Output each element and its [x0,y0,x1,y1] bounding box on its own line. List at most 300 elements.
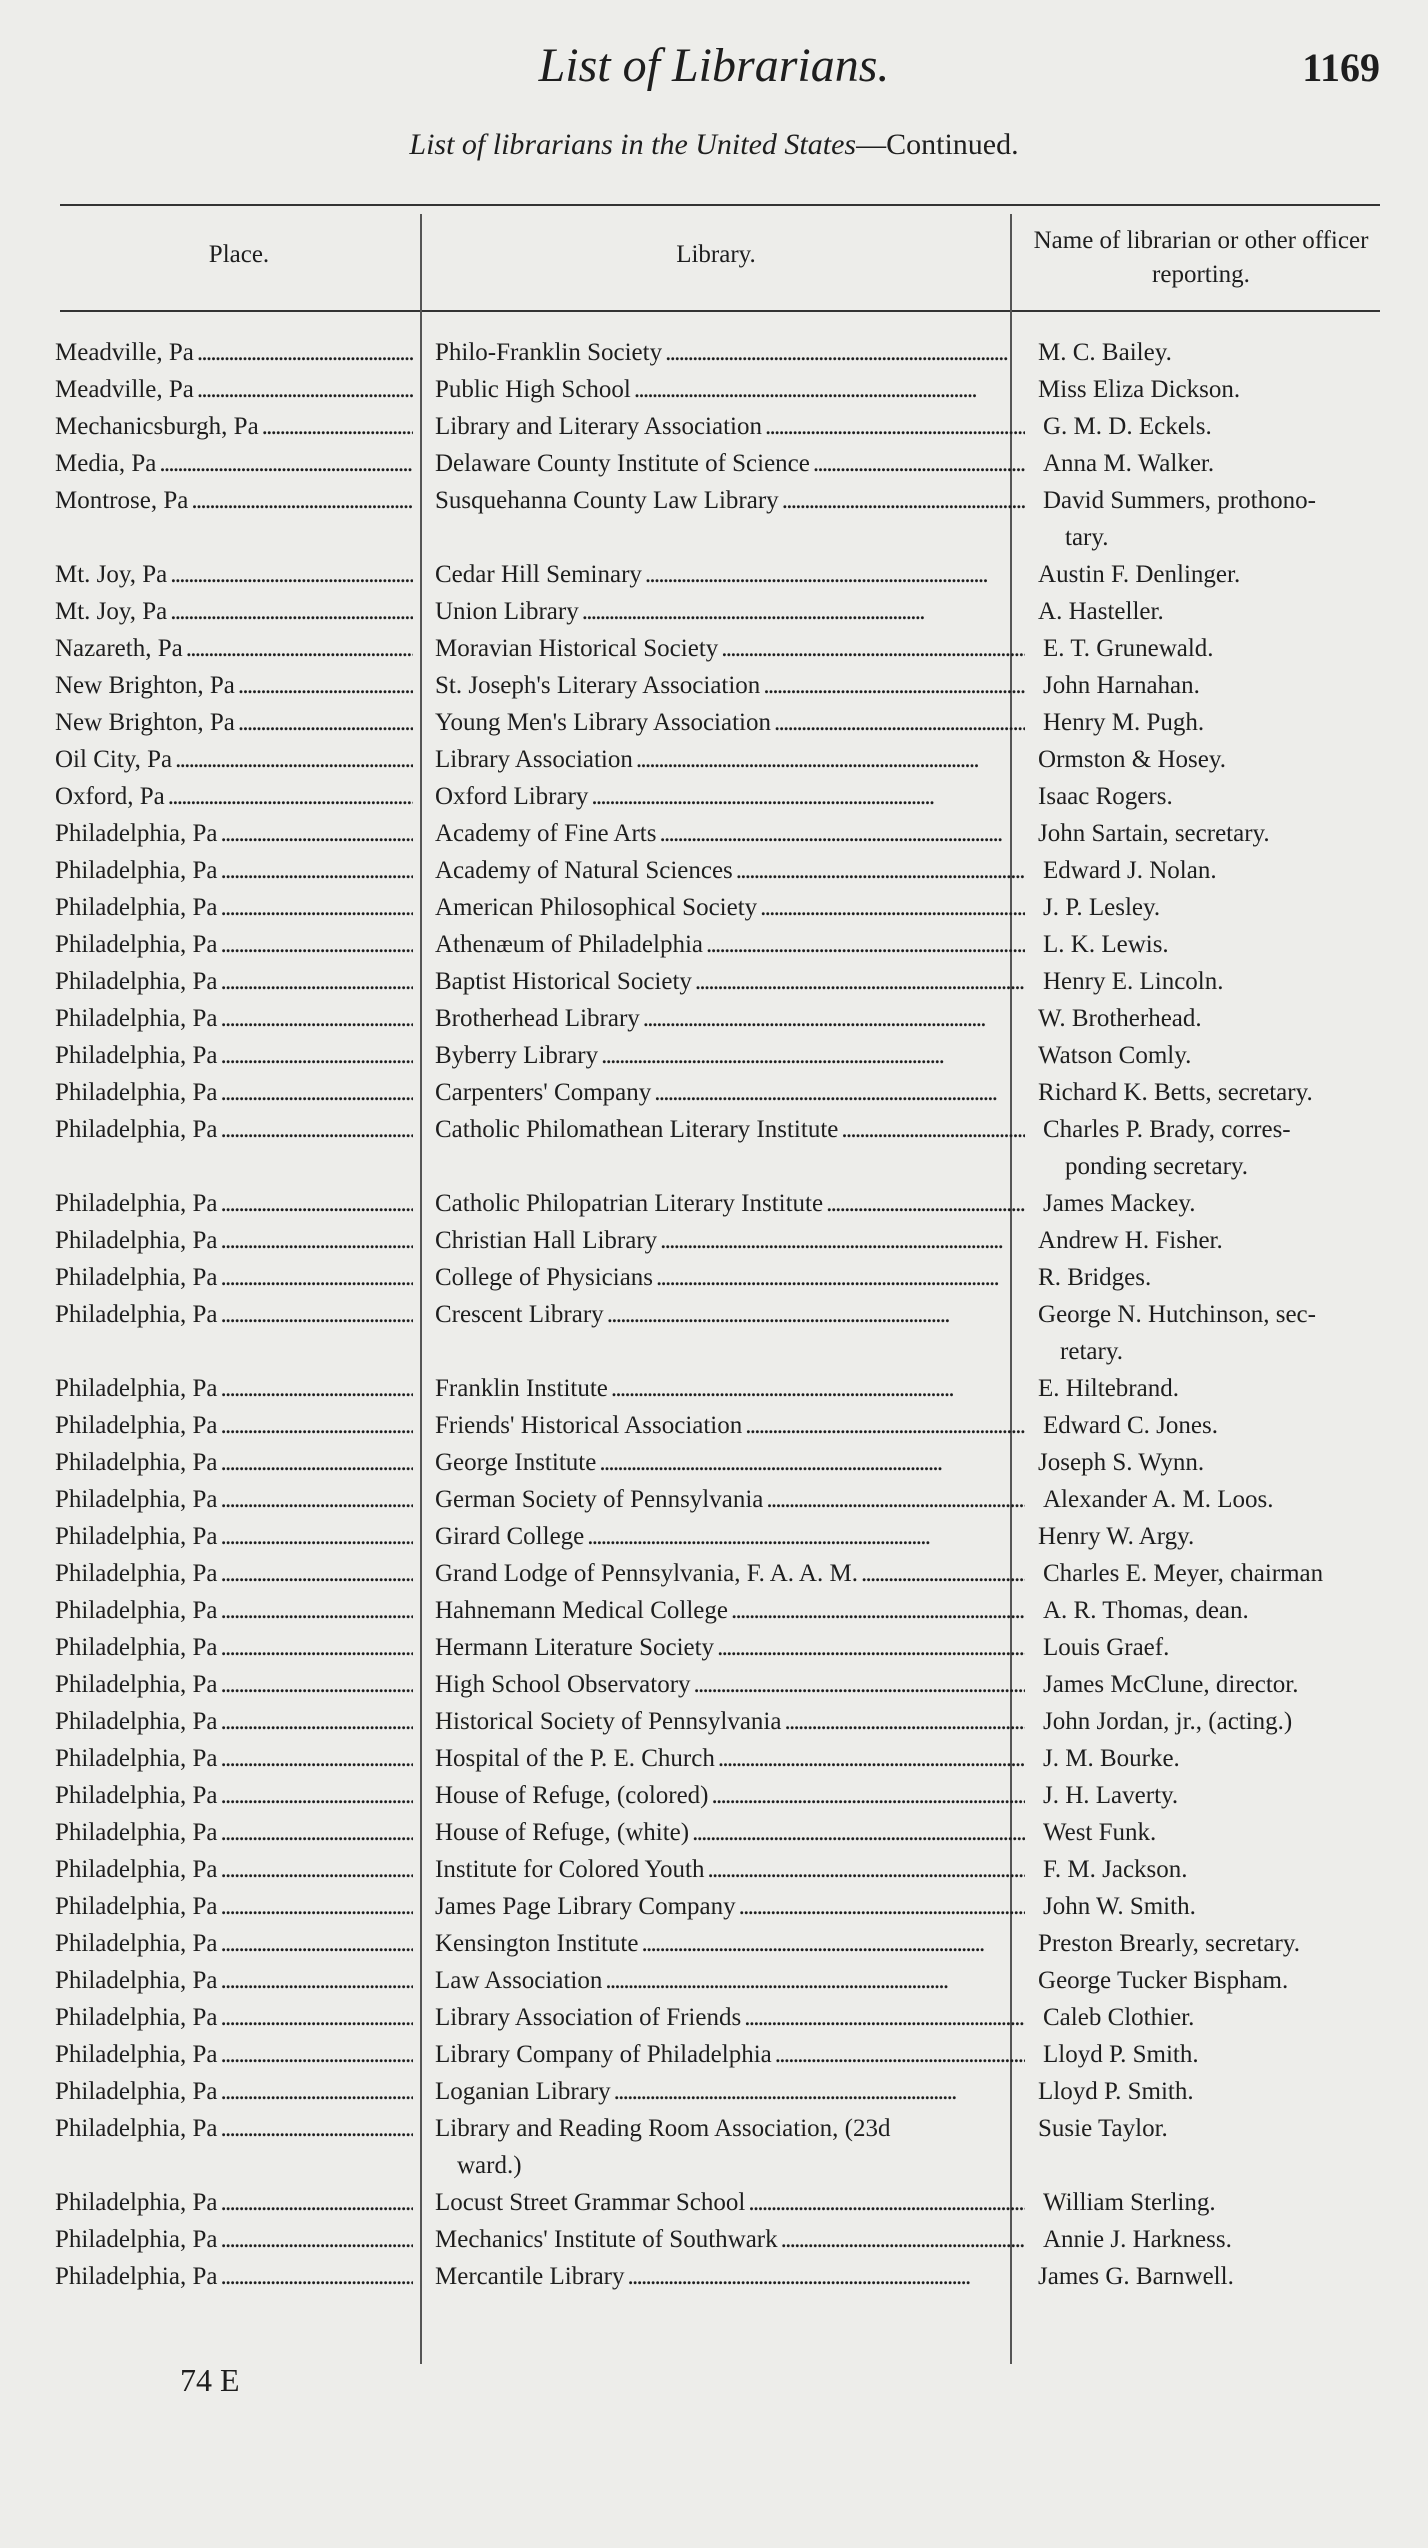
leader-dots [779,482,1025,556]
library-cell [435,1259,1020,1296]
library-cell [435,741,1020,778]
leader-dots [760,667,1025,704]
place-cell [55,741,413,778]
librarian-text: Andrew H. Fisher. [1038,1227,1223,1254]
librarian-cell [1038,334,1395,371]
table-row [55,852,1395,889]
leader-dots [631,371,1020,408]
library-text: Law Association [435,1967,603,1994]
library-cell [435,1296,1020,1370]
librarian-text: George Tucker Bispham. [1038,1967,1289,1994]
leader-dots [217,1925,413,1962]
library-text: Locust Street Grammar School [435,2189,746,2216]
table-row [55,1259,1395,1296]
table-row [55,1407,1395,1444]
table-row [55,1481,1395,1518]
library-cell [435,778,1020,815]
librarian-cell [1043,1740,1395,1777]
library-cell [435,2184,1025,2221]
library-text: Susquehanna County Law Library [435,487,779,514]
leader-dots [217,1962,413,1999]
librarian-cell [1043,1777,1395,1814]
library-text: Grand Lodge of Pennsylvania, F. A. A. M. [435,1560,858,1587]
library-text: House of Refuge, (colored) [435,1782,709,1809]
librarian-text: John W. Smith. [1043,1893,1196,1920]
table-row [55,1555,1395,1592]
librarian-text: John Jordan, jr., (acting.) [1043,1708,1293,1735]
place-cell [55,1259,413,1296]
leader-dots [689,1814,1025,1851]
leader-dots [217,1592,413,1629]
librarian-text: Caleb Clothier. [1043,2004,1195,2031]
librarian-cell [1038,1444,1395,1481]
library-cell [435,2036,1025,2073]
table-row [55,593,1395,630]
place-cell [55,1518,413,1555]
leader-dots [217,1888,413,1925]
librarian-cell [1043,1111,1395,1185]
place-text: Philadelphia, Pa [55,1560,218,1587]
librarian-cell [1043,1481,1395,1518]
table-subtitle [0,128,1428,162]
librarian-text: Isaac Rogers. [1038,783,1173,810]
leader-dots [596,1444,1020,1481]
page-number: 1169 [1302,45,1380,90]
leader-dots [588,778,1020,815]
librarian-text: Watson Comly. [1038,1042,1192,1069]
column-header-library: Library. [676,241,756,268]
library-text: Baptist Historical Society [435,968,692,995]
place-text: Philadelphia, Pa [55,2078,218,2105]
place-text: Philadelphia, Pa [55,1597,218,1624]
leader-dots [638,1925,1020,1962]
librarian-cell [1038,556,1395,593]
table-row [55,704,1395,741]
leader-dots [757,889,1025,926]
library-cell [435,1814,1025,1851]
leader-dots [608,1370,1020,1407]
leader-dots [642,556,1020,593]
leader-dots [584,1518,1020,1555]
place-text: Philadelphia, Pa [55,2041,218,2068]
leader-dots [598,1037,1020,1074]
librarian-text: R. Bridges. [1038,1264,1152,1291]
library-text: Library Association [435,746,633,773]
library-cell [435,1888,1025,1925]
place-cell [55,1000,413,1037]
librarian-cell [1038,1962,1395,1999]
librarian-text: West Funk. [1043,1819,1157,1846]
librarian-text: J. M. Bourke. [1043,1745,1180,1772]
library-cell [435,1518,1020,1555]
place-cell [55,1296,413,1370]
library-text: Loganian Library [435,2078,611,2105]
leader-dots [235,667,413,704]
librarian-cell [1043,482,1395,556]
leader-dots [194,371,413,408]
place-text: Media, Pa [55,450,157,477]
leader-dots [858,1555,1025,1592]
leader-dots [165,778,413,815]
leader-dots [741,1999,1025,2036]
library-cell [435,1555,1025,1592]
table-row [55,1074,1395,1111]
place-cell [55,1814,413,1851]
place-text: Philadelphia, Pa [55,1819,218,1846]
table-row [55,2073,1395,2110]
table-row [55,1518,1395,1555]
place-cell [55,1185,413,1222]
leader-dots [217,1222,413,1259]
place-text: Philadelphia, Pa [55,1042,218,1069]
librarian-text: Miss Eliza Dickson. [1038,376,1241,403]
leader-dots [704,1851,1025,1888]
place-cell [55,926,413,963]
place-cell [55,334,413,371]
leader-dots [172,741,413,778]
librarian-cell [1043,1185,1395,1222]
table-row [55,1222,1395,1259]
leader-dots [183,630,413,667]
table-row [55,1851,1395,1888]
library-cell [435,1629,1025,1666]
library-cell [435,1851,1025,1888]
librarian-cell [1043,1407,1395,1444]
library-cell [435,334,1020,371]
librarian-text: Annie J. Harkness. [1043,2226,1232,2253]
leader-dots [763,1481,1025,1518]
leader-dots [217,1370,413,1407]
place-text: Philadelphia, Pa [55,1375,218,1402]
leader-dots [838,1111,1025,1185]
place-text: Philadelphia, Pa [55,1486,218,1513]
leader-dots [640,1000,1020,1037]
library-text: Hospital of the P. E. Church [435,1745,715,1772]
leader-dots [703,926,1025,963]
place-cell [55,593,413,630]
leader-dots [217,1481,413,1518]
leader-dots [217,2036,413,2073]
place-text: Philadelphia, Pa [55,1301,218,1328]
library-text: St. Joseph's Literary Association [435,672,761,699]
running-title: List of Librarians. [538,39,890,92]
place-text: Montrose, Pa [55,487,189,514]
library-text: German Society of Pennsylvania [435,1486,764,1513]
librarian-text: Anna M. Walker. [1043,450,1215,477]
library-text: Oxford Library [435,783,589,810]
place-cell [55,2110,413,2184]
library-cell [435,1777,1025,1814]
librarian-cell [1038,1000,1395,1037]
library-text: Girard College [435,1523,585,1550]
place-text: Philadelphia, Pa [55,1745,218,1772]
place-cell [55,408,413,445]
leader-dots [604,1296,1020,1370]
library-text: Hermann Literature Society [435,1634,715,1661]
leader-dots [217,1851,413,1888]
librarian-cell [1043,1592,1395,1629]
librarian-cell [1038,1925,1395,1962]
library-text: Young Men's Library Association [435,709,771,736]
table-row [55,2221,1395,2258]
library-text: Library and Literary Association [435,413,762,440]
library-text: Brotherhead Library [435,1005,640,1032]
librarian-text: E. Hiltebrand. [1038,1375,1179,1402]
leader-dots [156,445,413,482]
library-cell [435,2221,1025,2258]
library-text: Library Company of Philadelphia [435,2041,772,2068]
librarian-text: Charles P. Brady, corres- [1043,1116,1291,1143]
library-text: Academy of Fine Arts [435,820,657,847]
place-text: Philadelphia, Pa [55,894,218,921]
place-cell [55,889,413,926]
library-text: American Philosophical Society [435,894,758,921]
table-row [55,334,1395,371]
place-text: Philadelphia, Pa [55,1005,218,1032]
leader-dots [772,2036,1025,2073]
table-row [55,963,1395,1000]
librarian-text: Charles E. Meyer, chairman [1043,1560,1324,1587]
place-text: Oxford, Pa [55,783,165,810]
library-text: Catholic Philopatrian Literary Institute [435,1190,824,1217]
table-row [55,1037,1395,1074]
library-text: Mercantile Library [435,2263,625,2290]
table-row [55,926,1395,963]
place-cell [55,1888,413,1925]
leader-dots [217,2073,413,2110]
library-cell [435,852,1025,889]
librarian-cell [1043,926,1395,963]
place-cell [55,2221,413,2258]
table-row [55,556,1395,593]
librarian-cell [1038,593,1395,630]
librarian-text: J. H. Laverty. [1043,1782,1179,1809]
library-cell [435,1999,1025,2036]
leader-dots [691,1666,1025,1703]
leader-dots [633,741,1020,778]
place-text: Philadelphia, Pa [55,1190,218,1217]
place-text: New Brighton, Pa [55,672,235,699]
library-cell [435,1000,1020,1037]
library-cell [435,667,1025,704]
library-cell [435,1222,1020,1259]
library-cell [435,593,1020,630]
place-cell [55,1555,413,1592]
place-cell [55,963,413,1000]
librarian-cell [1043,2184,1395,2221]
leader-dots [259,408,413,445]
librarian-cell [1043,1814,1395,1851]
library-cell [435,445,1025,482]
leader-dots [810,445,1025,482]
librarian-text: Louis Graef. [1043,1634,1170,1661]
place-text: Mechanicsburgh, Pa [55,413,259,440]
librarian-cell [1038,1370,1395,1407]
library-text: Friends' Historical Association [435,1412,743,1439]
table-row [55,2258,1395,2295]
table-row [55,630,1395,667]
library-text: College of Physicians [435,1264,654,1291]
table-row [55,1370,1395,1407]
leader-dots [662,334,1020,371]
librarian-text: Joseph S. Wynn. [1038,1449,1205,1476]
librarian-text: Henry E. Lincoln. [1043,968,1224,995]
library-text: Athenæum of Philadelphia [435,931,704,958]
place-cell [55,1592,413,1629]
leader-dots [217,2184,413,2221]
place-text: Philadelphia, Pa [55,1116,218,1143]
library-text: Franklin Institute [435,1375,608,1402]
library-text: Academy of Natural Sciences [435,857,733,884]
librarian-text-cont: ponding secretary. [1065,1153,1249,1180]
librarian-text: W. Brotherhead. [1038,1005,1202,1032]
leader-dots [217,2258,413,2295]
place-text: Mt. Joy, Pa [55,561,168,588]
leader-dots [709,1777,1025,1814]
librarian-cell [1043,445,1395,482]
library-text: Catholic Philomathean Literary Institute [435,1116,839,1143]
librarian-cell [1043,667,1395,704]
table-row [55,1888,1395,1925]
librarian-cell [1038,1037,1395,1074]
place-text: Philadelphia, Pa [55,2263,218,2290]
place-text: Philadelphia, Pa [55,2189,218,2216]
place-text: Philadelphia, Pa [55,1893,218,1920]
subtitle-italic: List of librarians in the United States [409,128,857,161]
librarian-text: E. T. Grunewald. [1043,635,1214,662]
library-text: Library Association of Friends [435,2004,742,2031]
librarian-text: Ormston & Hosey. [1038,746,1226,773]
library-text: George Institute [435,1449,597,1476]
leader-dots [728,1592,1025,1629]
place-text: Philadelphia, Pa [55,2004,218,2031]
library-cell [435,889,1025,926]
leader-dots [217,1703,413,1740]
place-text: Philadelphia, Pa [55,1264,218,1291]
place-cell [55,1407,413,1444]
librarian-text: M. C. Bailey. [1038,339,1172,366]
place-cell [55,1629,413,1666]
leader-dots [235,704,413,741]
leader-dots [736,1888,1025,1925]
place-text: Philadelphia, Pa [55,1227,218,1254]
library-text: Crescent Library [435,1301,604,1328]
leader-dots [217,1111,413,1185]
library-cell [435,1407,1025,1444]
table-row [55,1925,1395,1962]
place-text: Philadelphia, Pa [55,1671,218,1698]
librarian-cell [1038,1518,1395,1555]
table-row [55,1592,1395,1629]
place-cell [55,556,413,593]
library-text: Public High School [435,376,631,403]
place-text: Philadelphia, Pa [55,931,218,958]
librarian-text: Austin F. Denlinger. [1038,561,1241,588]
leader-dots [656,815,1020,852]
library-cell [435,1592,1025,1629]
librarian-text: A. Hasteller. [1038,598,1164,625]
leader-dots [611,2073,1020,2110]
top-rule [60,204,1380,206]
table-row [55,815,1395,852]
place-text: New Brighton, Pa [55,709,235,736]
place-text: Philadelphia, Pa [55,1856,218,1883]
librarian-cell [1038,371,1395,408]
librarian-cell [1038,1296,1395,1370]
library-cell [435,556,1020,593]
leader-dots [217,1555,413,1592]
librarian-text-cont: retary. [1060,1338,1123,1365]
librarian-cell [1043,630,1395,667]
library-cell [435,1111,1025,1185]
library-text: Hahnemann Medical College [435,1597,728,1624]
librarian-cell [1043,1999,1395,2036]
place-cell [55,1703,413,1740]
subtitle-continued: —Continued. [856,128,1019,161]
place-cell [55,1777,413,1814]
librarian-text-cont: tary. [1065,524,1109,551]
library-cell [435,963,1025,1000]
leader-dots [217,1518,413,1555]
library-text: Historical Society of Pennsylvania [435,1708,782,1735]
library-cell [435,1444,1020,1481]
place-cell [55,371,413,408]
leader-dots [692,963,1025,1000]
place-cell [55,704,413,741]
library-text: Delaware County Institute of Science [435,450,810,477]
table-row [55,778,1395,815]
table-row [55,445,1395,482]
table-row [55,2036,1395,2073]
signature-mark: 74 E [180,2362,240,2398]
place-text: Oil City, Pa [55,746,173,773]
leader-dots [167,593,413,630]
table-row [55,2110,1395,2184]
leader-dots [742,1407,1025,1444]
place-text: Philadelphia, Pa [55,1079,218,1106]
leader-dots [217,1074,413,1111]
library-cell [435,630,1025,667]
header-rule [60,310,1380,312]
library-cell [435,1740,1025,1777]
librarian-cell [1038,815,1395,852]
library-cell [435,371,1020,408]
leader-dots [217,1777,413,1814]
place-cell [55,1962,413,1999]
library-text: Institute for Colored Youth [435,1856,705,1883]
library-cell [435,1703,1025,1740]
place-cell [55,1111,413,1185]
place-text: Philadelphia, Pa [55,1708,218,1735]
librarian-cell [1038,1222,1395,1259]
librarian-cell [1038,778,1395,815]
librarian-text: Richard K. Betts, secretary. [1038,1079,1313,1106]
leader-dots [217,1999,413,2036]
table-row [55,1666,1395,1703]
place-cell [55,1481,413,1518]
librarian-cell [1043,1666,1395,1703]
column-header-librarian: Name of librarian or other officer reporting. [1033,227,1369,288]
library-cell [435,2258,1020,2295]
librarian-cell [1043,889,1395,926]
librarian-text: James Mackey. [1043,1190,1196,1217]
librarian-cell [1043,852,1395,889]
leader-dots [823,1185,1025,1222]
library-cell [435,1185,1025,1222]
table-row [55,1629,1395,1666]
librarian-cell [1043,2221,1395,2258]
table-row [55,1962,1395,1999]
